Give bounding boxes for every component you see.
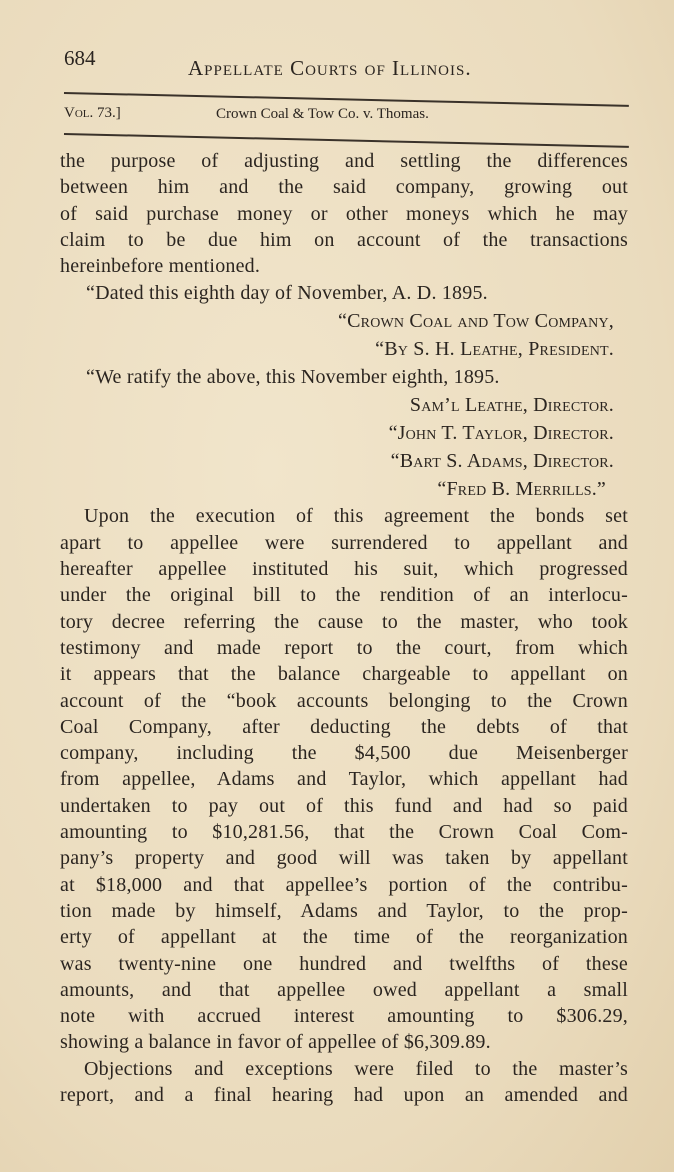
text-line: “We ratify the above, this November eighth, 1895. [86, 366, 500, 389]
text-line: between him and the said company, growing out [60, 176, 628, 199]
running-title: Appellate Courts of Illinois. [188, 56, 472, 80]
text-line: undertaken to pay out of this fund and had so paid [60, 794, 628, 817]
text-line: of said purchase money or other moneys which he may [60, 202, 628, 225]
text-line: “Fred B. Merrills.” [437, 478, 606, 501]
text-line: “Bart S. Adams, Director. [390, 450, 614, 473]
text-line: Coal Company, after deducting the debts of that [60, 715, 628, 738]
text-line: from appellee, Adams and Taylor, which appellant had [60, 768, 628, 791]
text-line: pany’s property and good will was taken by appellant [60, 847, 628, 870]
text-line: hereafter appellee instituted his suit, which progressed [60, 558, 628, 581]
text-line: under the original bill to the rendition of an interlocu- [60, 584, 628, 607]
header-rule-bottom [64, 133, 629, 147]
text-line: “John T. Taylor, Director. [388, 422, 614, 445]
text-line: “Crown Coal and Tow Company, [338, 310, 614, 333]
text-line: account of the “book accounts belonging to the Crown [60, 689, 628, 712]
text-line: was twenty-nine one hundred and twelfths of these [60, 952, 628, 975]
text-line: claim to be due him on account of the transactions [60, 228, 628, 251]
text-line: tory decree referring the cause to the master, who took [60, 610, 628, 633]
text-line: amounts, and that appellee owed appellant a small [60, 978, 628, 1001]
volume-label: Vol. 73.] [64, 105, 121, 121]
text-line: tion made by himself, Adams and Taylor, to the prop- [60, 899, 628, 922]
text-line: at $18,000 and that appellee’s portion of the contribu- [60, 873, 628, 896]
text-line: erty of appellant at the time of the reorganization [60, 926, 628, 949]
text-line: it appears that the balance chargeable to appellant on [60, 663, 628, 686]
text-line: apart to appellee were surrendered to appellant and [60, 531, 628, 554]
text-line: “Dated this eighth day of November, A. D. 1895. [86, 282, 488, 305]
text-line: company, including the $4,500 due Meisenberger [60, 742, 628, 765]
text-line: hereinbefore mentioned. [60, 255, 261, 278]
text-line: the purpose of adjusting and settling the differences [60, 150, 628, 172]
header-rule-top [64, 92, 629, 106]
text-line: amounting to $10,281.56, that the Crown Coal Com- [60, 821, 628, 844]
text-line: Upon the execution of this agreement the bonds set [84, 505, 628, 528]
text-line: Objections and exceptions were filed to the master’s [84, 1057, 628, 1080]
text-line: note with accrued interest amounting to $306.29, [60, 1005, 628, 1028]
text-line: Sam’l Leathe, Director. [409, 394, 614, 417]
page-number: 684 [64, 46, 96, 70]
text-line: “By S. H. Leathe, President. [375, 338, 614, 361]
text-line: report, and a final hearing had upon an amended and [60, 1084, 628, 1107]
text-line: testimony and made report to the court, from which [60, 636, 628, 659]
body-text [60, 148, 628, 1108]
text-line: showing a balance in favor of appellee of $6,309.89. [60, 1031, 491, 1054]
case-title: Crown Coal & Tow Co. v. Thomas. [216, 106, 429, 122]
